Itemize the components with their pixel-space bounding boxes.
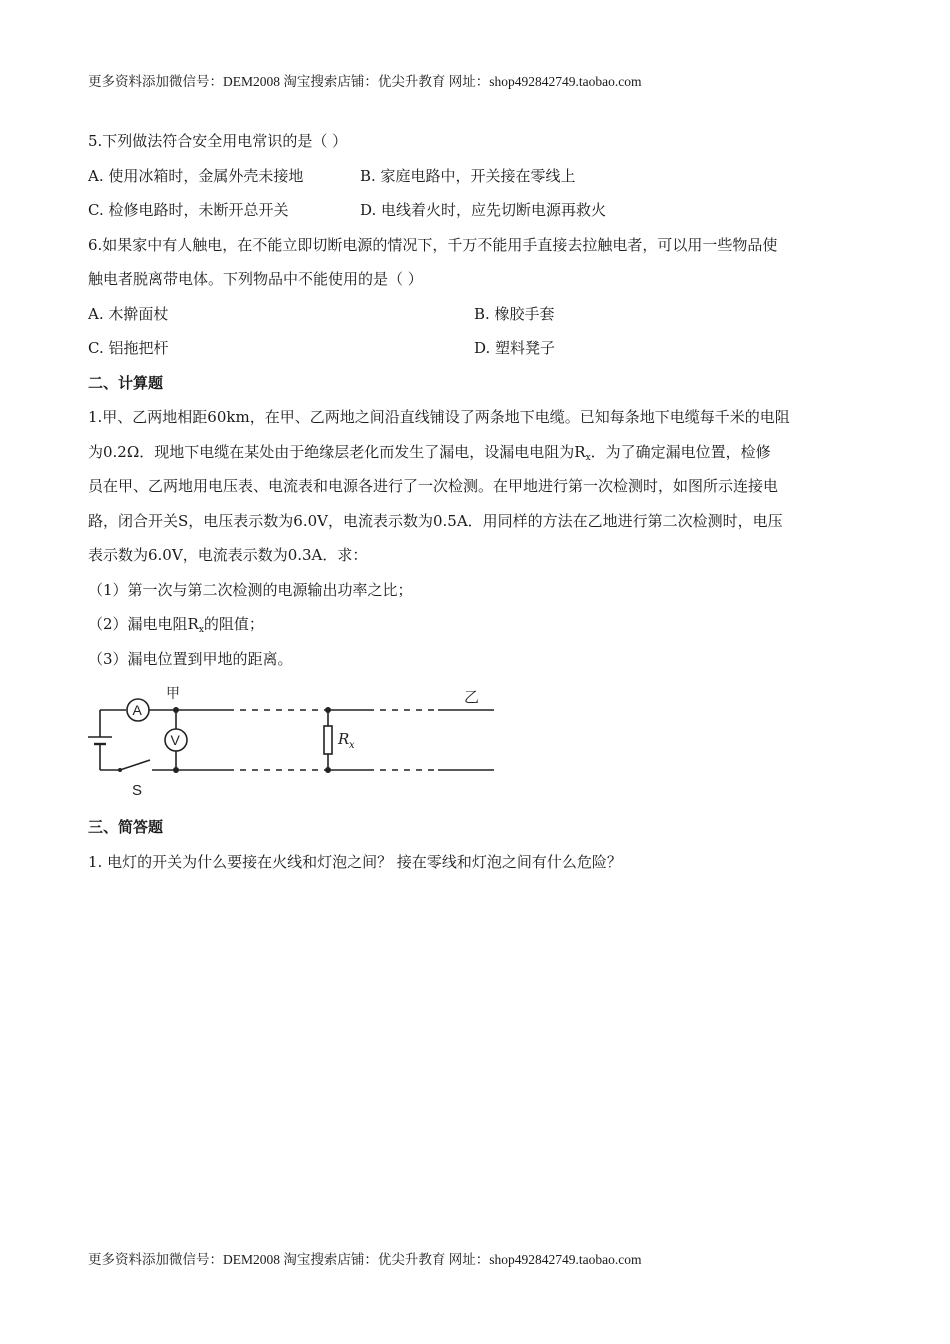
node-jia-bottom bbox=[173, 767, 179, 773]
node-resistor-top bbox=[325, 707, 331, 713]
circuit-svg bbox=[88, 682, 518, 800]
calc-1-line-2-subscript: x bbox=[585, 452, 591, 463]
calc-1-line-1: 1.甲、乙两地相距60km，在甲、乙两地之间沿直线铺设了两条地下电缆。已知每条地下电缆每千米的电阻 bbox=[88, 408, 790, 426]
calc-1-line-2 bbox=[88, 435, 868, 470]
question-6-option-a: A. 木擀面杖 bbox=[88, 304, 169, 323]
section-3-title: 三、简答题 bbox=[88, 818, 164, 836]
label-jia: 甲 bbox=[166, 686, 180, 702]
question-6-options-row-2 bbox=[88, 331, 868, 366]
ammeter-label: A bbox=[132, 702, 142, 718]
calc-1-line-2-post: ．为了确定漏电位置，检修 bbox=[590, 442, 771, 461]
label-yi: 乙 bbox=[464, 688, 480, 706]
question-6-options-row-1 bbox=[88, 297, 868, 332]
page-footer: 更多资料添加微信号：DEM2008 淘宝搜索店铺：优尖升教育 网址：shop492842749.taobao.com bbox=[88, 1252, 642, 1267]
circuit-diagram bbox=[88, 682, 518, 800]
calc-1-part-2 bbox=[88, 607, 868, 642]
calc-1-part-2-post: 的阻值； bbox=[203, 615, 264, 633]
voltmeter-label: V bbox=[170, 732, 180, 748]
question-5-option-d: D. 电线着火时，应先切断电源再救火 bbox=[360, 201, 607, 219]
calc-1-line-2-pre: 为0.2Ω．现地下电缆在某处由于绝缘层老化而发生了漏电，设漏电电阻为R bbox=[88, 442, 586, 461]
calc-1-part-2-subscript: x bbox=[198, 625, 204, 635]
calc-1-line-4: 路，闭合开关S，电压表示数为6.0V，电流表示数为0.5A．用同样的方法在乙地进行第二次检测时，电压 bbox=[88, 511, 783, 530]
leak-resistor-body bbox=[324, 726, 332, 754]
resistor-label: R bbox=[338, 730, 350, 748]
short-answer-1: 1. 电灯的开关为什么要接在火线和灯泡之间？ 接在零线和灯泡之间有什么危险？ bbox=[88, 852, 622, 871]
page-header: 更多资料添加微信号：DEM2008 淘宝搜索店铺：优尖升教育 网址：shop492842749.taobao.com bbox=[88, 74, 642, 89]
question-5-options-row-2 bbox=[88, 193, 868, 228]
node-jia-top bbox=[173, 707, 179, 713]
question-5-option-c: C. 检修电路时，未断开总开关 bbox=[88, 201, 289, 219]
question-6-option-d: D. 塑料凳子 bbox=[474, 339, 556, 357]
question-5-option-a: A. 使用冰箱时，金属外壳未接地 bbox=[88, 166, 304, 185]
switch-pivot bbox=[118, 768, 122, 772]
calc-1-line-3: 员在甲、乙两地用电压表、电流表和电源各进行了一次检测。在甲地进行第一次检测时，如图所示连接电 bbox=[88, 477, 779, 495]
section-2-title: 二、计算题 bbox=[88, 373, 164, 392]
calc-1-part-2-pre: （2）漏电电阻R bbox=[88, 615, 199, 633]
question-6-stem-line-1: 6.如果家中有人触电，在不能立即切断电源的情况下，千万不能用手直接去拉触电者，可以用一些物品使 bbox=[88, 235, 778, 254]
question-5-option-b: B. 家庭电路中，开关接在零线上 bbox=[360, 166, 576, 185]
node-resistor-bottom bbox=[325, 767, 331, 773]
calc-1-part-1: （1）第一次与第二次检测的电源输出功率之比； bbox=[88, 580, 413, 599]
switch-label: S bbox=[132, 782, 143, 799]
question-6-stem-line-2: 触电者脱离带电体。下列物品中不能使用的是（ ） bbox=[88, 270, 423, 288]
question-5-options-row-1 bbox=[88, 159, 868, 194]
question-5-stem: 5.下列做法符合安全用电常识的是（ ） bbox=[88, 132, 348, 150]
question-6-option-c: C. 铝拖把杆 bbox=[88, 339, 169, 357]
page-content bbox=[88, 124, 868, 879]
resistor-label-subscript: x bbox=[349, 740, 355, 751]
question-6-option-b: B. 橡胶手套 bbox=[474, 304, 555, 323]
switch-blade bbox=[120, 760, 150, 770]
calc-1-part-3: （3）漏电位置到甲地的距离。 bbox=[88, 649, 293, 668]
calc-1-line-5: 表示数为6.0V，电流表示数为0.3A．求： bbox=[88, 546, 368, 564]
